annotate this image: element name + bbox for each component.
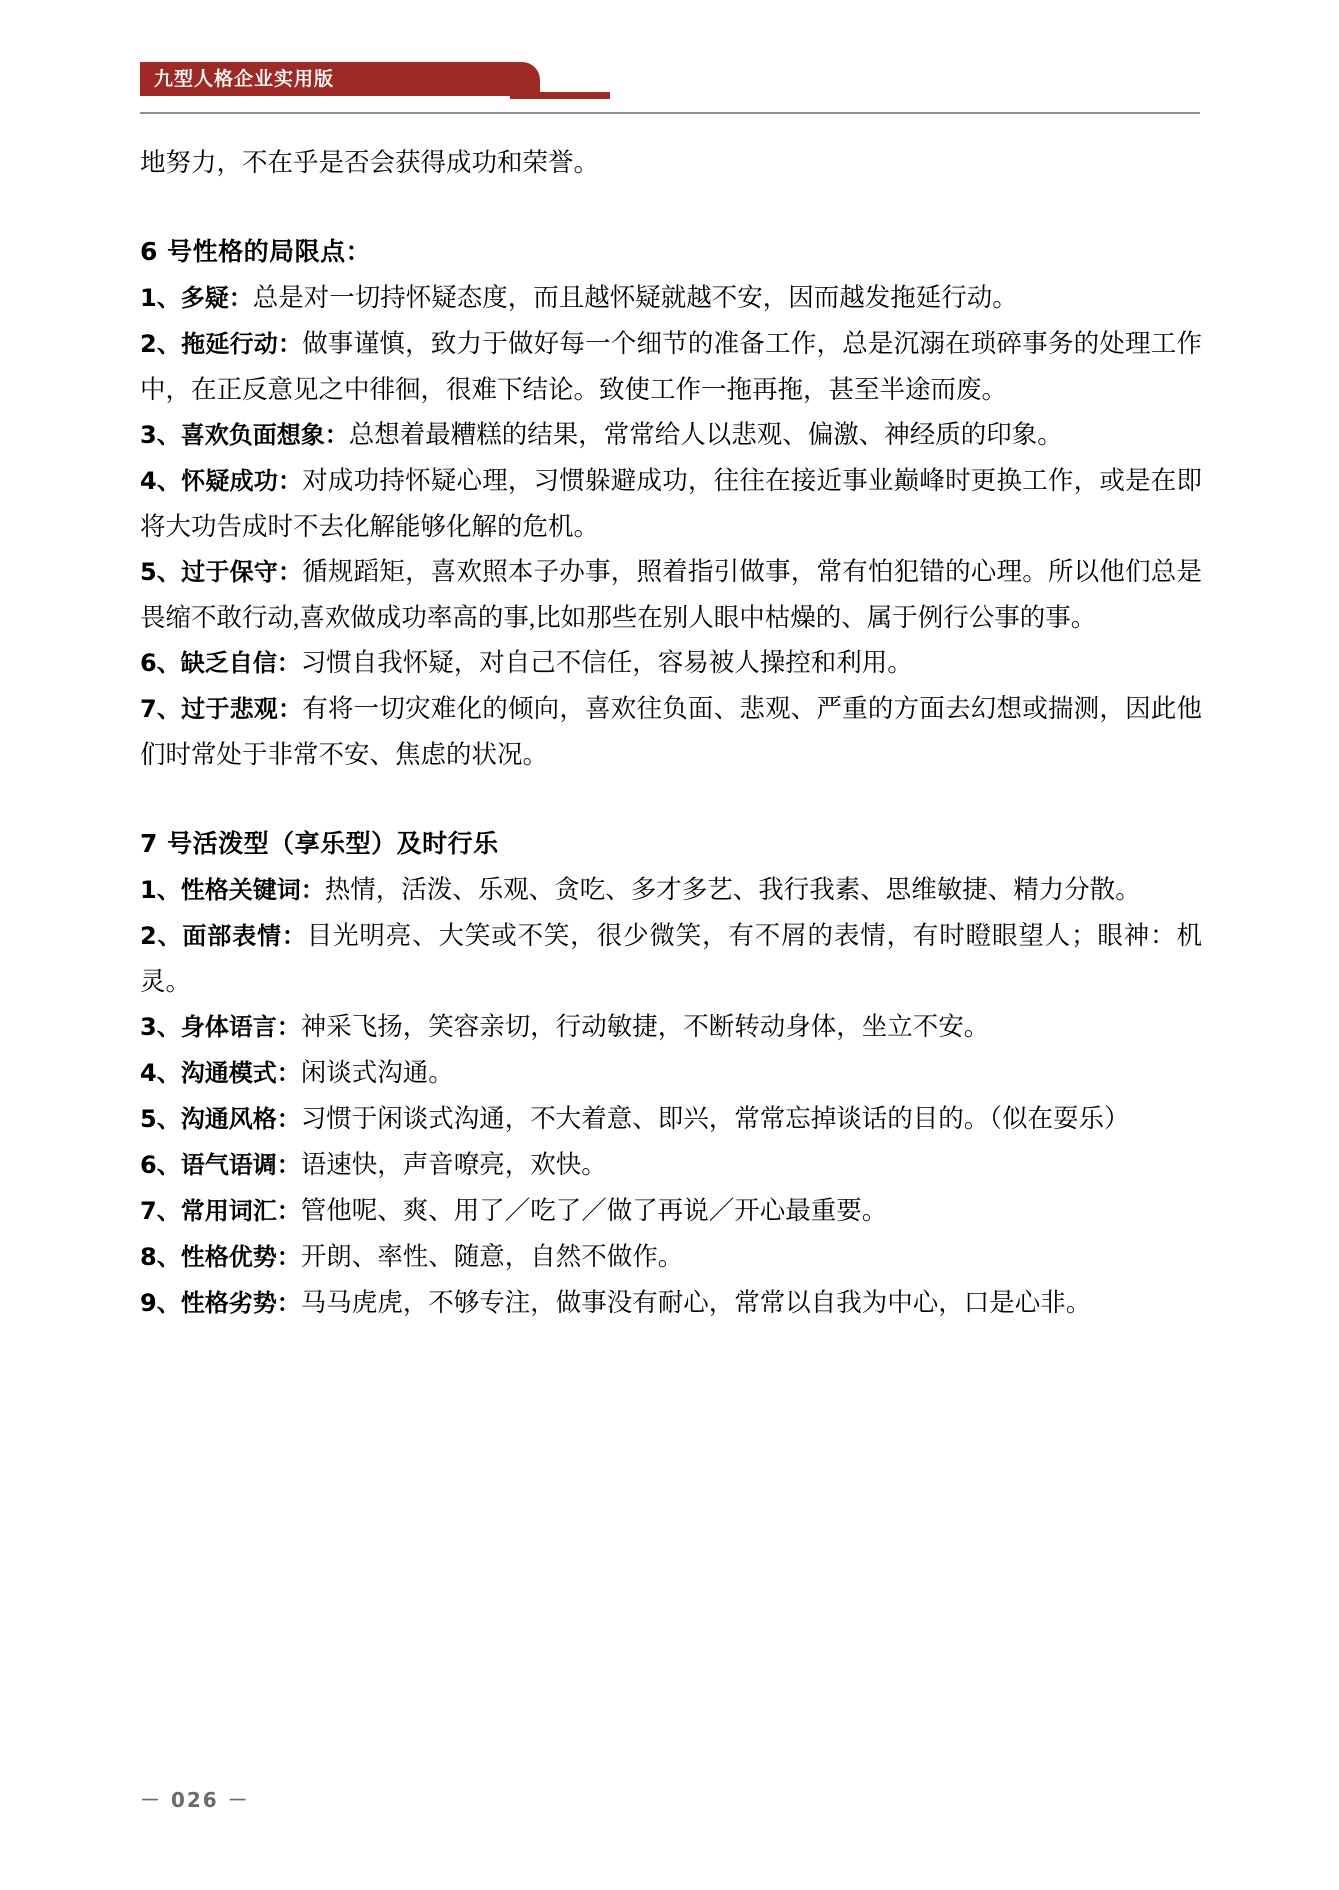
item-number: 3、 [140,421,181,449]
list-item [140,1142,1202,1188]
header-title: 九型人格企业实用版 [154,68,335,90]
page-footer [140,1784,1202,1818]
list-item [140,1280,1202,1326]
item-text: 习惯自我怀疑，对自己不信任，容易被人操控和利用。 [300,648,913,677]
item-label: 性格关键词： [180,876,325,904]
page-content [140,140,1202,1326]
header-ribbon-tail-shape [510,92,610,99]
item-label: 多疑： [180,284,253,312]
page-number: － 026 － [140,1788,250,1812]
list-item [140,1188,1202,1234]
item-number: 5、 [140,558,182,586]
item-text: 总想着最糟糕的结果，常常给人以悲观、偏激、神经质的印象。 [348,420,1063,449]
item-text: 目光明亮、大笑或不笑，很少微笑，有不屑的表情，有时瞪眼望人；眼神：机灵。 [140,921,1203,996]
list-item [140,867,1202,913]
item-text: 有将一切灾难化的倾向，喜欢往负面、悲观、严重的方面去幻想或揣测，因此他们时常处于非常不安、焦虑的状况。 [140,694,1203,769]
list-item [140,1096,1202,1142]
item-label: 语气语调： [180,1151,301,1179]
item-text: 对成功持怀疑心理，习惯躲避成功，往往在接近事业巅峰时更换工作，或是在即将大功告成时不去化解能够化解的危机。 [140,466,1203,541]
item-label: 过于悲观： [181,695,303,723]
list-item [140,686,1202,777]
item-text: 循规蹈矩，喜欢照本子办事，照着指引做事，常有怕犯错的心理。所以他们总是畏缩不敢行动,喜欢做成功率高的事,比如那些在别人眼中枯燥的、属于例行公事的事。 [140,557,1203,632]
item-label: 过于保守： [181,558,303,586]
list-item [140,913,1202,1004]
item-text: 习惯于闲谈式沟通，不大着意、即兴，常常忘掉谈话的目的。（似在耍乐） [300,1104,1130,1133]
item-label: 性格劣势： [180,1289,301,1317]
page-header [140,62,640,106]
list-item [140,275,1202,321]
intro-paragraph: 地努力，不在乎是否会获得成功和荣誉。 [140,148,600,177]
list-item [140,549,1202,640]
spacer [140,185,1202,229]
item-label: 面部表情： [182,922,307,950]
item-text: 热情，活泼、乐观、贪吃、多才多艺、我行我素、思维敏捷、精力分散。 [324,875,1141,904]
item-number: 4、 [140,467,182,495]
item-number: 4、 [140,1059,181,1087]
item-label: 沟通风格： [180,1105,301,1133]
list-item [140,1050,1202,1096]
item-label: 喜欢负面想象： [180,421,349,449]
item-label: 缺乏自信： [180,649,301,677]
item-text: 神采飞扬，笑容亲切，行动敏捷，不断转动身体，坐立不安。 [300,1012,990,1041]
list-item [140,1004,1202,1050]
item-number: 1、 [140,284,181,312]
item-label: 性格优势： [180,1243,301,1271]
item-number: 6、 [140,1151,181,1179]
section-heading: 7 号活泼型（享乐型）及时行乐 [140,829,499,858]
item-label: 沟通模式： [180,1059,301,1087]
item-number: 9、 [140,1289,181,1317]
list-item [140,458,1202,549]
item-text: 闲谈式沟通。 [300,1058,454,1087]
list-item [140,1234,1202,1280]
spacer [140,777,1202,821]
item-number: 3、 [140,1013,181,1041]
item-label: 怀疑成功： [181,467,303,495]
list-item [140,412,1202,458]
item-number: 7、 [140,695,182,723]
item-number: 1、 [140,876,181,904]
item-number: 2、 [140,330,182,358]
item-text: 马马虎虎，不够专注，做事没有耐心，常常以自我为中心，口是心非。 [300,1288,1092,1317]
list-item [140,321,1202,412]
item-number: 6、 [140,649,181,677]
item-label: 拖延行动： [181,330,303,358]
item-number: 8、 [140,1243,181,1271]
list-item [140,640,1202,686]
item-number: 5、 [140,1105,181,1133]
item-label: 身体语言： [180,1013,301,1041]
item-text: 开朗、率性、随意，自然不做作。 [300,1242,684,1271]
item-number: 2、 [140,922,183,950]
item-label: 常用词汇： [180,1197,301,1225]
item-text: 做事谨慎，致力于做好每一个细节的准备工作，总是沉溺在琐碎事务的处理工作中，在正反意见之中徘徊，很难下结论。致使工作一拖再拖，甚至半途而废。 [140,329,1203,404]
item-text: 管他呢、爽、用了／吃了／做了再说／开心最重要。 [300,1196,888,1225]
item-text: 总是对一切持怀疑态度，而且越怀疑就越不安，因而越发拖延行动。 [252,283,1018,312]
item-number: 7、 [140,1197,181,1225]
item-text: 语速快，声音嘹亮，欢快。 [300,1150,607,1179]
header-divider [140,112,1200,114]
section-heading: 6 号性格的局限点： [140,237,372,266]
